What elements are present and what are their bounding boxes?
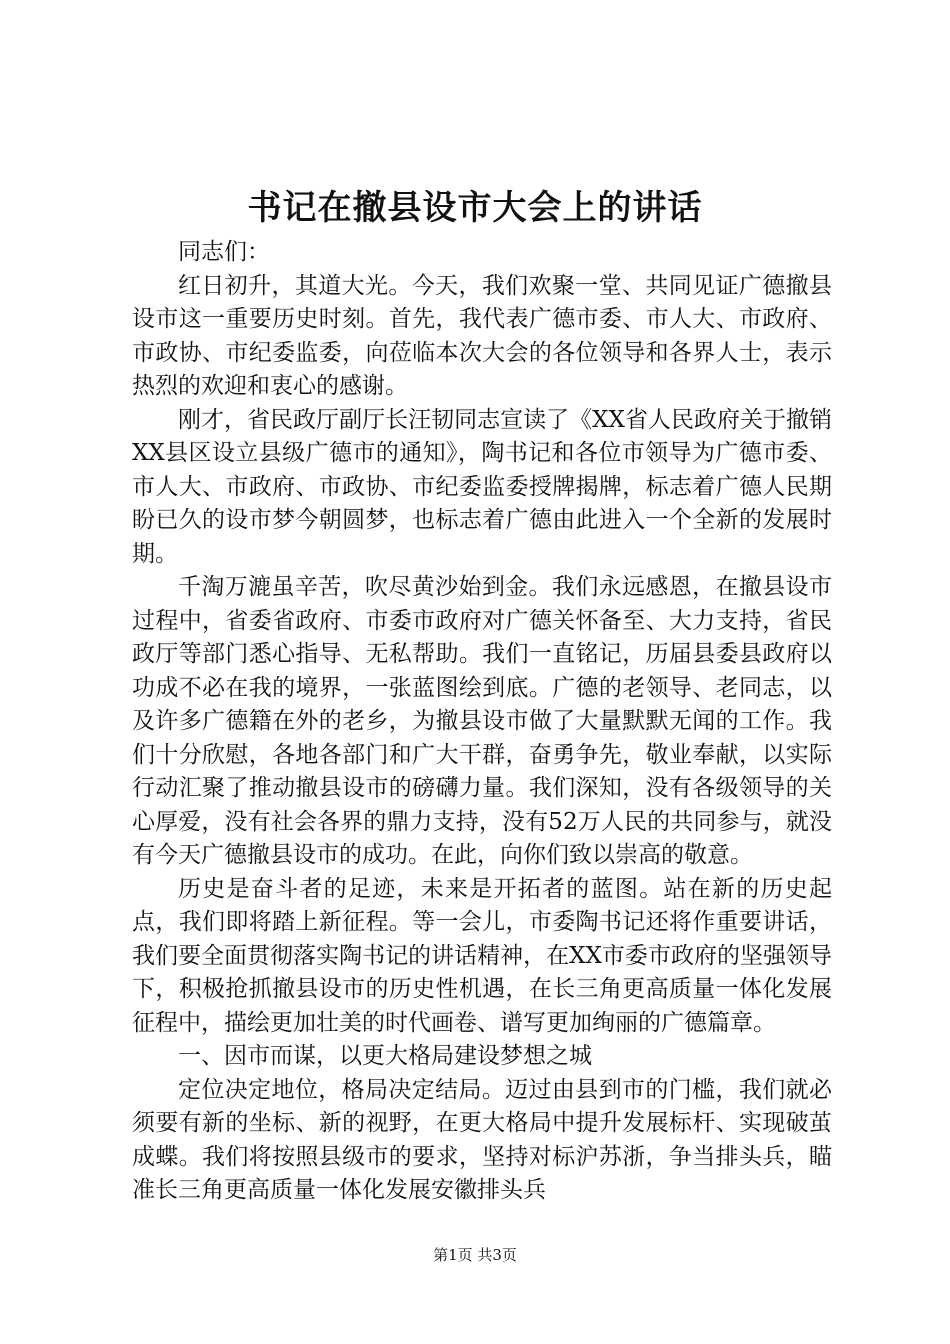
salutation: 同志们： [178, 239, 270, 265]
paragraph: 历史是奋斗者的足迹，未来是开拓者的蓝图。站在新的历史起点，我们即将踏上新征程。等一会儿，市委陶书记还将作重要讲话，我们要全面贯彻落实陶书记的讲话精神，在XX市委市政府的坚强领导下，积极抢抓撤县设市的历史性机遇，在长三角更高质量一体化发展征程中，描绘更加壮美的时代画卷、谱写更加绚丽的广德篇章。 [132, 875, 832, 1036]
paragraph: 刚才，省民政厅副厅长汪韧同志宣读了《XX省人民政府关于撤销XX县区设立县级广德市的通知》，陶书记和各位市领导为广德市委、市人大、市政府、市政协、市纪委监委授牌揭牌，标志着广德人民期盼已久的设市梦今朝圆梦，也标志着广德由此进入一个全新的发展时期。 [132, 406, 832, 567]
paragraph: 定位决定地位，格局决定结局。迈过由县到市的门槛，我们就必须要有新的坐标、新的视野，在更大格局中提升发展标杆、实现破茧成蝶。我们将按照县级市的要求，坚持对标沪苏浙，争当排头兵，瞄准长三角更高质量一体化发展安徽排头兵 [132, 1076, 832, 1203]
document-title: 书记在撤县设市大会上的讲话 [247, 188, 703, 228]
page-number-footer: 第1页 共3页 [433, 1246, 517, 1264]
document-body [132, 236, 832, 1208]
section-heading: 一、因市而谋，以更大格局建设梦想之城 [178, 1043, 592, 1069]
paragraph: 千淘万漉虽辛苦，吹尽黄沙始到金。我们永远感恩，在撤县设市过程中，省委省政府、市委市政府对广德关怀备至、大力支持，省民政厅等部门悉心指导、无私帮助。我们一直铭记，历届县委县政府以功成不必在我的境界，一张蓝图绘到底。广德的老领导、老同志，以及许多广德籍在外的老乡，为撤县设市做了大量默默无闻的工作。我们十分欣慰，各地各部门和广大干群，奋勇争先，敬业奉献，以实际行动汇聚了推动撤县设市的磅礴力量。我们深知，没有各级领导的关心厚爱，没有社会各界的鼎力支持，没有52万人民的共同参与，就没有今天广德撤县设市的成功。在此，向你们致以崇高的敬意。 [132, 574, 832, 868]
paragraph: 红日初升，其道大光。今天，我们欢聚一堂、共同见证广德撤县设市这一重要历史时刻。首先，我代表广德市委、市人大、市政府、市政协、市纪委监委，向莅临本次大会的各位领导和各界人士，表示热烈的欢迎和衷心的感谢。 [132, 272, 832, 399]
